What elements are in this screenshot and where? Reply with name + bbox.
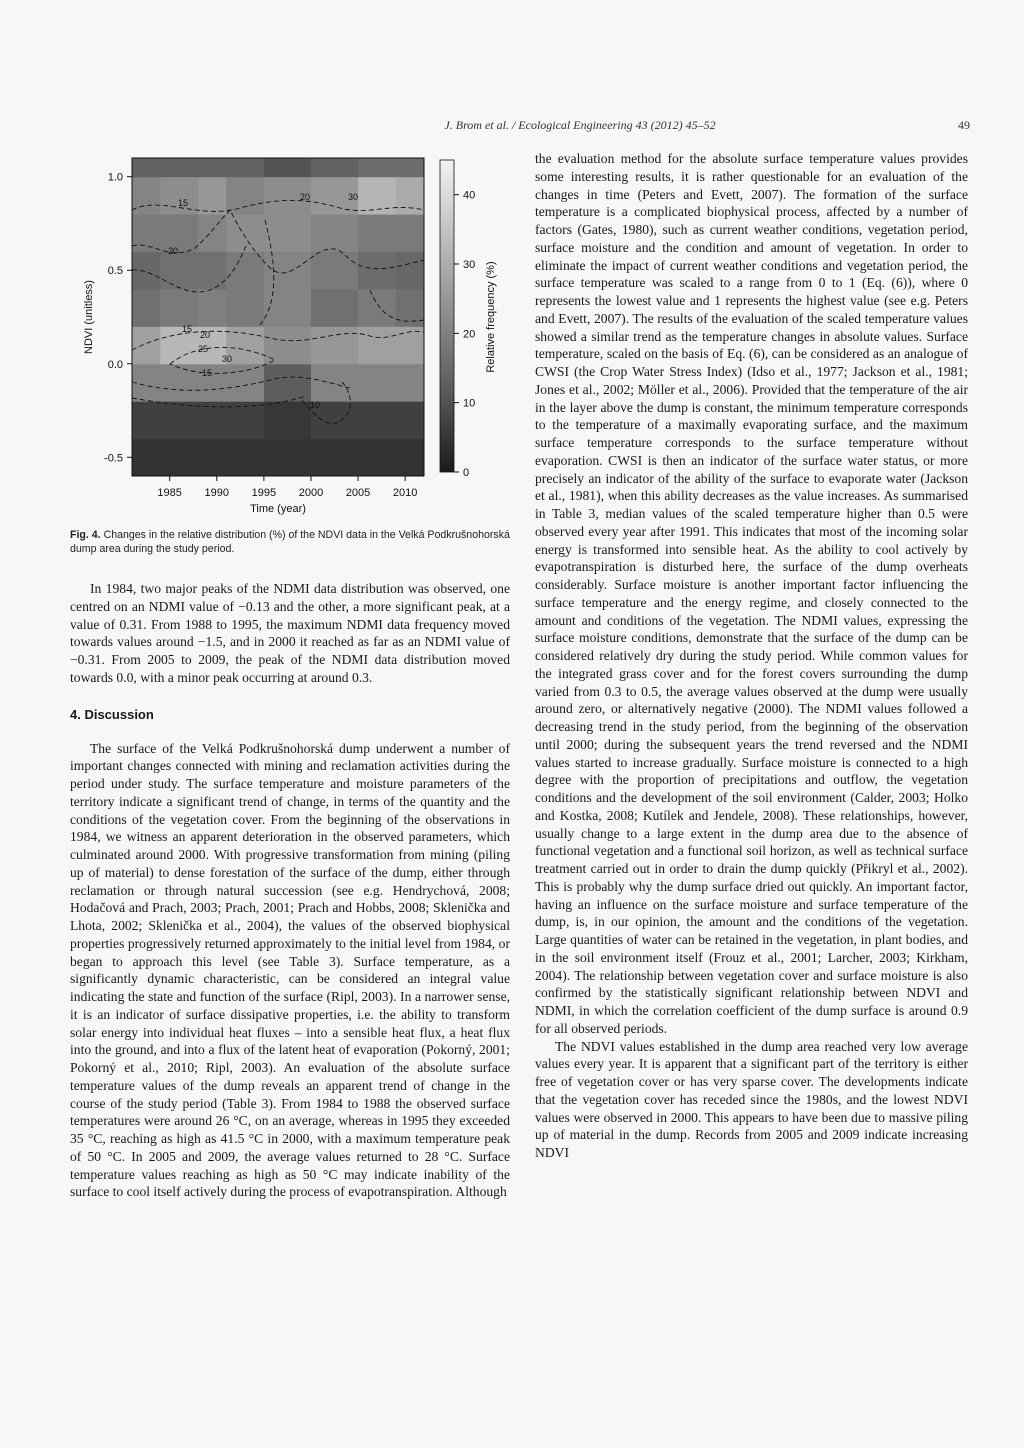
heatmap-cell: [396, 401, 425, 439]
heatmap-cell: [264, 158, 312, 177]
heatmap-cell: [132, 289, 161, 327]
heatmap-cell: [396, 439, 425, 477]
heatmap-cell: [358, 214, 396, 252]
heatmap-cell: [226, 289, 264, 327]
heatmap-cell: [311, 289, 359, 327]
x-tick-label: 2000: [298, 487, 324, 499]
contour-label: 30: [222, 354, 233, 364]
colorbar-label: Relative frequency (%): [485, 261, 497, 373]
contour-label: 25: [198, 344, 209, 354]
heatmap-cell: [198, 252, 227, 290]
heatmap-cell: [358, 158, 396, 177]
colorbar-tick-label: 10: [463, 397, 476, 410]
heatmap-cell: [264, 326, 312, 364]
y-tick-label: 0.0: [107, 358, 123, 371]
heatmap-cell: [226, 439, 264, 477]
heatmap-cell: [132, 177, 161, 215]
paragraph: the evaluation method for the absolute surface temperature values provides some interesting results, it is rather questionable for an evaluation of the changes in time (Peters and Evett, 2007). The formation of the surface temperature is a complicated biophysical process, affected by a number of factors (Gates, 1980), such as current weather conditions, vegetation period, surface moisture and the condition and amount of vegetation. In order to eliminate the impact of current weather conditions and vegetation period, the surface temperature was scaled to a range from 0 to 1 (Eq. (6)), where 0 represents the lowest value and 1 represents the highest value (see e.g. Peters and Evett, 2007). The results of the evaluation of the scaled temperature values showed a similar trend as the temperature changes in absolute values. Surface temperature, scaled on the basis of Eq. (6), can be considered as an analogue of CWSI (the Crop Water Stress Index) (Idso et al., 1977; Jackson et al., 1981; Jones et al., 2002; Möller et al., 2006). Provided that the temperature of the air in the layer above the dump is constant, the minimum temperature corresponds to the temperature of a maximally evaporating surface, and the maximum surface temperature corresponds to the surface temperature without evaporation. CWSI is then an indicator of the surface water status, or more precisely an indicator of the ability of the surface to evaporate water (Jackson et al., 1981), when this ability decreases as the value increases. As summarised in Table 3, median values of the scaled temperature higher than 0.5 were observed every year after 1991. This indicates that most of the incoming solar energy is transformed into sensible heat. As the ability to cool actively by evapotranspiration is disturbed here, the surface of the dump overheats considerably. Surface moisture is another important factor influencing the surface temperature and the energy regime, and closely connected to the amount and conditions of the vegetation. The NDMI values, expressing the surface moisture conditions, demonstrate that the surface of the dump can be considered relatively dry during the study period. While common values for the integrated grass cover and for the forest covers surrounding the dump varied from 0.3 to 0.5, the average values observed at the dump were usually around zero, or alternatively negative (2000). The NDMI values followed a decreasing trend in the study period, from the beginning of the observation until 2000; during the subsequent years the trend reversed and the NDMI values started to increase gradually. Surface moisture is connected to a high degree with the proportion of precipitations and outflow, the vegetation conditions and the development of the soil environment (Calder, 2003; Holko and Kostka, 2008; Kutílek and Jendele, 2008). These relationships, however, usually change to a large extent in the dump area due to the absence of functional vegetation and a functional soil horizon, as well as technical surface treatment carried out in order to drain the dump quickly (Přikryl et al., 2002). This is probably why the dump surface dried out quickly. An important factor, having an influence on the surface moisture and surface temperature of the dump, is, in our opinion, the amount and the conditions of the vegetation. Large quantities of water can be retained in the vegetation, in plant bodies, and in the soil environment itself (Frouz et al., 2001; Larcher, 2003; Kirkham, 2004). The relationship between vegetation cover and surface moisture is also confirmed by the statistically significant relationship between NDVI and NDMI, in which the correlation coefficient of the dump surface is around 0.9 for all observed periods.: [535, 151, 968, 1036]
x-tick-label: 1990: [204, 487, 230, 499]
heatmap-cell: [198, 289, 227, 327]
heatmap-cell: [311, 214, 359, 252]
heatmap-cell: [198, 177, 227, 215]
heatmap-cell: [160, 158, 198, 177]
contour-label: 15: [178, 198, 189, 208]
heatmap-cell: [160, 326, 198, 364]
heatmap-cell: [226, 177, 264, 215]
heatmap-cell: [160, 252, 198, 290]
paragraph: The NDVI values established in the dump area reached very low average values every year. It is apparent that a significant part of the territory is either free of vegetation cover or has very sparse cover. The developments indicate that the vegetation cover has receded since the 1980s, and the lowest NDVI values were observed in 2000. This appears to have been due to massive piling up of material in the dump. Records from 2005 and 2009 indicate increasing NDVI: [535, 1038, 968, 1160]
figure-caption-label: Fig. 4.: [70, 529, 101, 541]
heatmap-cell: [264, 364, 312, 402]
heatmap-cell: [132, 214, 161, 252]
contour-label: 20: [200, 330, 211, 340]
heatmap-cell: [264, 401, 312, 439]
heatmap-cell: [396, 364, 425, 402]
heatmap-cell: [132, 158, 161, 177]
heatmap-cell: [358, 439, 396, 477]
colorbar-tick-label: 20: [463, 328, 476, 341]
heatmap-cell: [264, 439, 312, 477]
paragraph: In 1984, two major peaks of the NDMI data distribution was observed, one centred on an NDMI value of −0.13 and the other, a more significant peak, at a value of 0.31. From 1988 to 1995, the maximum NDMI data frequency moved towards values around −1.5, and in 2000 it reached as far as an NDMI value of −0.31. From 2005 to 2009, the peak of the NDMI data distribution moved towards 0.0, with a minor peak occurring at around 0.3.: [70, 581, 510, 685]
heatmap-cell: [358, 401, 396, 439]
contour-label: 30: [348, 192, 359, 202]
contour-label: 15: [182, 324, 193, 334]
figure-caption-text: Changes in the relative distribution (%) of the NDVI data in the Velká Podkrušnohorská dump area during the study period.: [70, 529, 510, 555]
heatmap-cell: [132, 401, 161, 439]
heatmap-cell: [396, 214, 425, 252]
heatmap-cell: [160, 401, 198, 439]
heatmap-cell: [132, 252, 161, 290]
heatmap-cell: [358, 326, 396, 364]
heatmap-cell: [132, 326, 161, 364]
right-column: [535, 150, 968, 1162]
heatmap-cell: [311, 439, 359, 477]
heatmap-cell: [160, 214, 198, 252]
x-tick-label: 2010: [392, 487, 418, 499]
heatmap-cell: [311, 252, 359, 290]
heatmap-cell: [160, 177, 198, 215]
heatmap-cell: [198, 158, 227, 177]
colorbar: [440, 160, 454, 472]
x-tick-label: 2005: [345, 487, 371, 499]
heatmap-cell: [226, 252, 264, 290]
y-tick-label: 1.0: [107, 171, 123, 184]
heatmap-cell: [160, 364, 198, 402]
heatmap-cell: [198, 439, 227, 477]
contour-label: 20: [168, 246, 179, 256]
heatmap-cell: [311, 326, 359, 364]
heatmap-cell: [198, 214, 227, 252]
section-heading: 4. Discussion: [70, 706, 154, 722]
figure-caption: [70, 528, 510, 556]
page-number: 49: [958, 118, 970, 132]
contour-label: 10: [310, 400, 321, 410]
heatmap-cell: [396, 252, 425, 290]
running-header: J. Brom et al. / Ecological Engineering 43 (2012) 45–52: [444, 118, 716, 132]
x-tick-label: 1985: [157, 487, 182, 499]
paragraph: The surface of the Velká Podkrušnohorská dump underwent a number of important changes connected with mining and reclamation activities during the period under study. The surface temperature and moisture parameters of the territory indicate a significant trend of change, in terms of the quantity and the conditions of the vegetation cover. From the beginning of the observations in 1984, we witness an apparent deterioration in the observed parameters, which culminated around 2000. With progressive transformation from mining (piling up of material) to dense forestation of the surface of the dump, either through reclamation or through natural succession (see e.g. Hendrychová, 2008; Hodačová and Prach, 2003; Prach, 2001; Prach and Hobbs, 2008; Sklenička and Lhota, 2002; Sklenička et al., 2004), the values of the observed biophysical properties progressively returned approximately to the initial level from 1984, or began to approach this level (see Table 3). Surface temperature, as a significantly dynamic characteristic, can be considered an integral value indicating the state and function of the surface (Ripl, 2003). In a narrower sense, it is an indicator of surface dissipative properties, i.e. the ability to transform solar energy into individual heat fluxes – into a sensible heat flux, a heat flux into the ground, and into a flux of the latent heat of evaporation (Pokorný, 2001; Pokorný et al., 2010; Ripl, 2003). An evaluation of the absolute surface temperature values of the dump reveals an apparent trend of change in the course of the study period (Table 3). From 1984 to 1988 the observed surface temperatures were around 26 °C, on an average, whereas in 1995 they exceeded 35 °C, reaching as high as 41.5 °C in 2000, with a maximum temperature peak of 50 °C. In 2005 and 2009, the average values returned to 28 °C. Surface temperature values reaching as high as 50 °C may indicate inability of the surface to cool itself actively during the process of evapotranspiration. Although: [70, 740, 510, 1200]
heatmap-cell: [226, 158, 264, 177]
heatmap-cell: [358, 177, 396, 215]
heatmap-cell: [132, 439, 161, 477]
x-axis-label: Time (year): [250, 503, 306, 515]
heatmap-cell: [358, 364, 396, 402]
contour-label: 20: [300, 192, 311, 202]
heatmap-cell: [160, 439, 198, 477]
y-tick-label: 0.5: [107, 265, 123, 278]
heatmap-cell: [160, 289, 198, 327]
heatmap-cell: [311, 364, 359, 402]
heatmap-cell: [264, 252, 312, 290]
heatmap-cell: [358, 289, 396, 327]
colorbar-tick-label: 40: [463, 189, 476, 202]
heatmap-cell: [358, 252, 396, 290]
y-axis-label: NDVI (unitless): [83, 280, 95, 354]
contour-label: 15: [202, 368, 213, 378]
colorbar-tick-label: 0: [463, 467, 470, 479]
y-tick-label: -0.5: [104, 452, 123, 465]
x-tick-label: 1995: [251, 487, 277, 499]
colorbar-tick-label: 30: [463, 259, 476, 271]
figure-4: [70, 150, 510, 522]
heatmap-cell: [226, 214, 264, 252]
heatmap-cell: [264, 289, 312, 327]
heatmap-cell: [311, 158, 359, 177]
heatmap-cell: [396, 289, 425, 327]
heatmap-cell: [226, 364, 264, 402]
ndvi-heatmap-chart: [70, 150, 510, 522]
left-column: [70, 150, 510, 1201]
heatmap-cell: [396, 158, 425, 177]
